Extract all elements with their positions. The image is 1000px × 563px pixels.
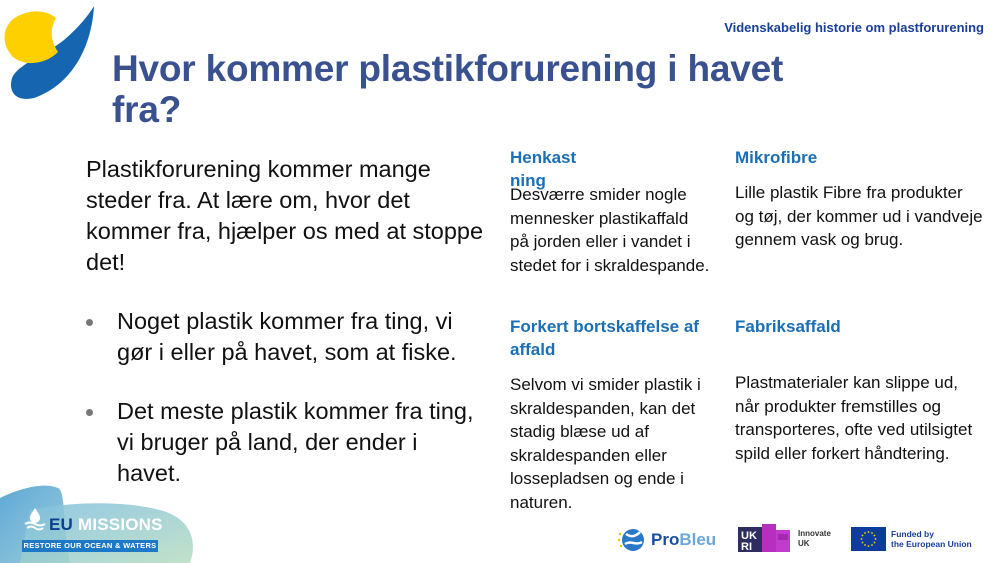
eu-label: EU xyxy=(49,515,74,534)
card-body: Selvom vi smider plastik i skraldespanden, kan det stadig blæse ud af skraldespanden eller lossepladsen og ende i naturen. xyxy=(510,375,701,512)
probleu-text xyxy=(651,530,716,550)
bullet-item xyxy=(86,396,486,489)
probleu-pro: Pro xyxy=(651,530,680,549)
intro-text: Plastikforurening kommer mange steder fra. At lære om, hvor det kommer fra, hjælper os med at stoppe det! xyxy=(86,156,484,275)
eu-flag-icon xyxy=(851,527,886,551)
card-henkastning xyxy=(510,146,710,277)
innovate-label: Innovate xyxy=(798,529,831,538)
card-title: Fabriksaffald xyxy=(735,317,841,336)
probleu-bleu: Bleu xyxy=(679,530,717,549)
bullet-icon xyxy=(86,409,93,416)
project-logo-icon xyxy=(4,4,96,100)
card-body: Lille plastik Fibre fra produkter og tøj, der kommer ud i vandveje gennem vask og brug. xyxy=(735,183,983,249)
innovate-uk-logo xyxy=(738,524,831,554)
card-body: Desværre smider nogle mennesker plastikaffald på jorden eller i vandet i stedet for i skraldespande. xyxy=(510,185,710,275)
bullet-list xyxy=(86,306,486,489)
uk-label: UK xyxy=(798,539,810,548)
svg-text:RI: RI xyxy=(741,541,752,553)
eu-missions-banner: RESTORE OUR OCEAN & WATERS xyxy=(23,541,157,550)
intro-section xyxy=(86,154,486,517)
bullet-text: Noget plastik kommer fra ting, vi gør i eller på havet, som at fiske. xyxy=(117,308,457,365)
card-forkert-bortskaffelse xyxy=(510,315,710,514)
probleu-logo xyxy=(616,526,716,554)
card-title: Mikrofibre xyxy=(735,148,818,167)
probleu-emblem-icon xyxy=(616,526,646,554)
bullet-item xyxy=(86,306,486,368)
page-title: Hvor kommer plastikforurening i havet fra? xyxy=(112,48,784,130)
card-fabriksaffald xyxy=(735,315,985,465)
innovate-uk-text xyxy=(798,529,831,549)
missions-label: MISSIONS xyxy=(77,515,163,534)
card-title: Forkert bortskaffelse af affald xyxy=(510,317,699,359)
card-mikrofibre xyxy=(735,146,985,252)
svg-text:UK: UK xyxy=(741,530,757,542)
eu-missions-logo xyxy=(0,480,200,563)
eu-funding-logo xyxy=(851,527,972,551)
funded-by-label: Funded by xyxy=(891,528,934,539)
european-union-label: the European Union xyxy=(891,539,972,549)
bullet-icon xyxy=(86,319,93,326)
water-drop-icon xyxy=(24,506,46,532)
card-body: Plastmaterialer kan slippe ud, når produkter fremstilles og transporteres, ofte ved utilsigtet spild eller forkert håndtering. xyxy=(735,373,973,463)
header-tag: Videnskabelig historie om plastforurening xyxy=(724,20,984,35)
ukri-icon xyxy=(738,524,790,554)
bullet-text: Det meste plastik kommer fra ting, vi bruger på land, der ender i havet. xyxy=(117,398,474,486)
card-title: Henkast ning xyxy=(510,148,577,190)
eu-funding-text xyxy=(891,529,972,550)
eu-missions-text xyxy=(49,515,163,535)
